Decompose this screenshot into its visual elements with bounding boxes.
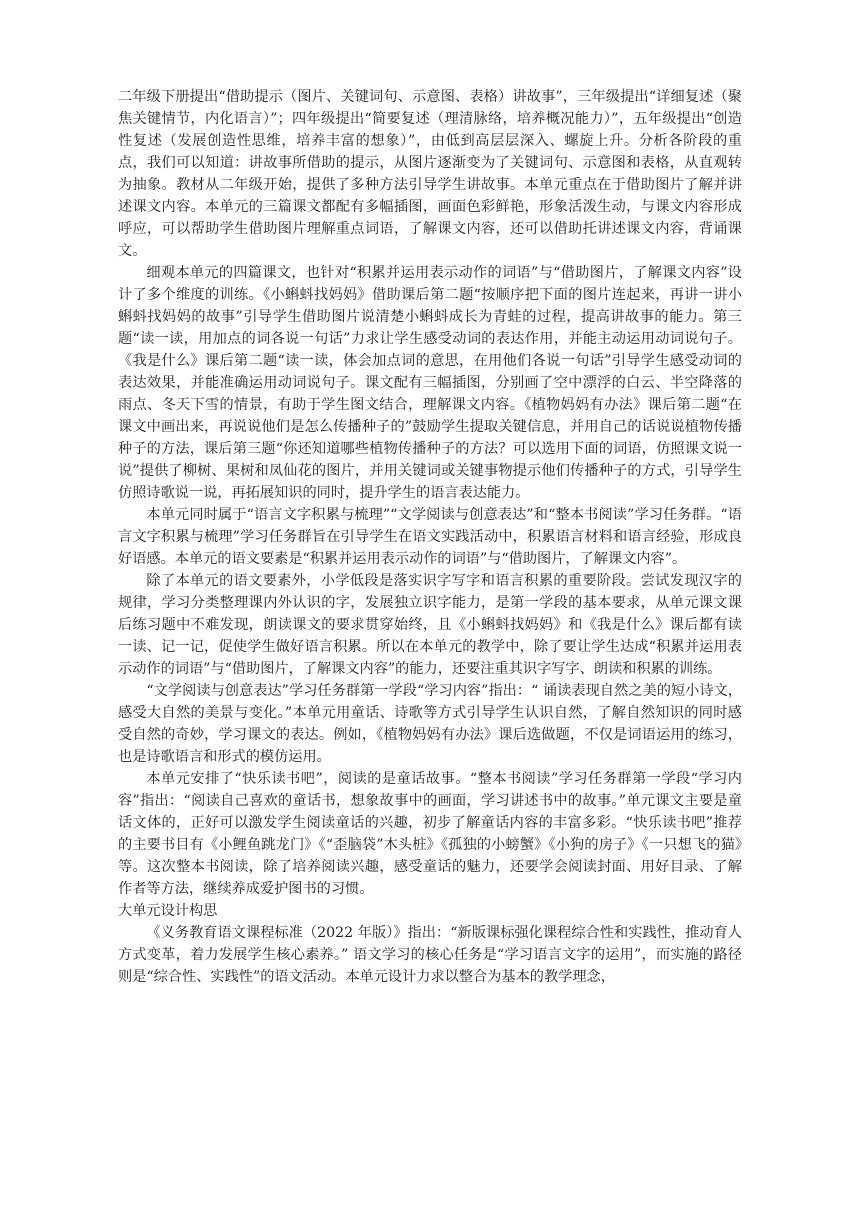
paragraph-unit-texts: 细观本单元的四篇课文，也针对“积累并运用表示动作的词语”与“借助图片，了解课文内容”设计了多个维度的训练。《小蝌蚪找妈妈》借助课后第二题“按顺序把下面的图片连起来，再讲一讲小蝌蚪找妈妈的故事”引导学生借助图片说清楚小蝌蚪成长为青蛙的过程，提高讲故事的能力。第三题“读一读，用加点的词各说一句话”力求让学生感受动词的表达作用，并能主动运用动词说句子。《我是什么》课后第二题“读一读，体会加点词的意思，在用他们各说一句话”引导学生感受动词的表达效果，并能准确运用动词说句子。课文配有三幅插图，分别画了空中漂浮的白云、半空降落的雨点、冬天下雪的情景，有助于学生图文结合，理解课文内容。《植物妈妈有办法》课后第二题“在课文中画出来，再说说他们是怎么传播种子的”鼓励学生提取关键信息，并用自己的话说说植物传播种子的方法，课后第三题“你还知道哪些植物传播种子的方法？可以选用下面的词语，仿照课文说一说”提供了柳树、果树和凤仙花的图片，并用关键词或关键事物提示他们传播种子的方式，引导学生仿照诗歌说一说，再拓展知识的同时，提升学生的语言表达能力。 — [118, 265, 742, 501]
paragraph-literacy-focus: 除了本单元的语文要素外，小学低段是落实识字写字和语言积累的重要阶段。尝试发现汉字的规律，学习分类整理课内外认识的字，发展独立识字能力，是第一学段的基本要求，从单元课文课后练习题中不难发现，朗读课文的要求贯穿始终，且《小蝌蚪找妈妈》和《我是什么》课后都有读一读、记一记，促使学生做好语言积累。所以在本单元的教学中，除了要让学生达成“积累并运用表示动作的词语”与“借助图片，了解课文内容”的能力，还要注重其识字写字、朗读和积累的训练。 — [118, 573, 742, 677]
section-heading: 大单元设计构思 — [118, 903, 218, 919]
document-page — [118, 86, 742, 988]
paragraph-task-groups: 本单元同时属于“语言文字积累与梳理”“文学阅读与创意表达”和“整本书阅读”学习任务群。“语言文字积累与梳理”学习任务群旨在引导学生在语文实践活动中，积累语言材料和语言经验，形成良好语感。本单元的语文要素是“积累并运用表示动作的词语”与“借助图片，了解课文内容”。 — [118, 507, 742, 567]
paragraph-literary-reading: “文学阅读与创意表达”学习任务群第一学段“学习内容”指出：“ 诵读表现自然之美的短小诗文，感受大自然的美景与变化。”本单元用童话、诗歌等方式引导学生认识自然，了解自然知识的同时感受自然的奇妙，学习课文的表达。例如，《植物妈妈有办法》课后选做题，不仅是词语运用的练习，也是诗歌语言和形式的模仿运用。 — [118, 683, 742, 765]
paragraph-review-stages: 二年级下册提出“借助提示（图片、关键词句、示意图、表格）讲故事”，三年级提出“详细复述（聚焦关键情节，内化语言）”；四年级提出“简要复述（理清脉络，培养概况能力）”，五年级提出“创造性复述（发展创造性思维，培养丰富的想象）”，由低到高层层深入、螺旋上升。分析各阶段的重点，我们可以知道：讲故事所借助的提示，从图片逐渐变为了关键词句、示意图和表格，从直观转为抽象。教材从二年级开始，提供了多种方法引导学生讲故事。本单元重点在于借助图片了解并讲述课文内容。本单元的三篇课文都配有多幅插图，画面色彩鲜艳，形象活泼生动，与课文内容形成呼应，可以帮助学生借助图片理解重点词语，了解课文内容，还可以借助托讲述课文内容，背诵课文。 — [118, 89, 742, 259]
paragraph-curriculum-standard: 《义务教育语文课程标准（2022 年版）》指出：“新版课标强化课程综合性和实践性，推动育人方式变革，着力发展学生核心素养。” 语文学习的核心任务是“学习语言文字的运用”，而实施的路径则是“综合性、实践性”的语文活动。本单元设计力求以整合为基本的教学理念， — [118, 925, 742, 985]
paragraph-whole-book-reading: 本单元安排了“快乐读书吧”，阅读的是童话故事。“整本书阅读”学习任务群第一学段“学习内容”指出：“阅读自己喜欢的童话书，想象故事中的画面，学习讲述书中的故事。”单元课文主要是童话文体的，正好可以激发学生阅读童话的兴趣，初步了解童话内容的丰富多彩。“快乐读书吧”推荐的主要书目有《小鲤鱼跳龙门》《“歪脑袋”木头桩》《孤独的小螃蟹》《小狗的房子》《一只想飞的猫》等。这次整本书阅读，除了培养阅读兴趣，感受童话的魅力，还要学会阅读封面、用好目录、了解作者等方法，继续养成爱护图书的习惯。 — [118, 771, 742, 897]
